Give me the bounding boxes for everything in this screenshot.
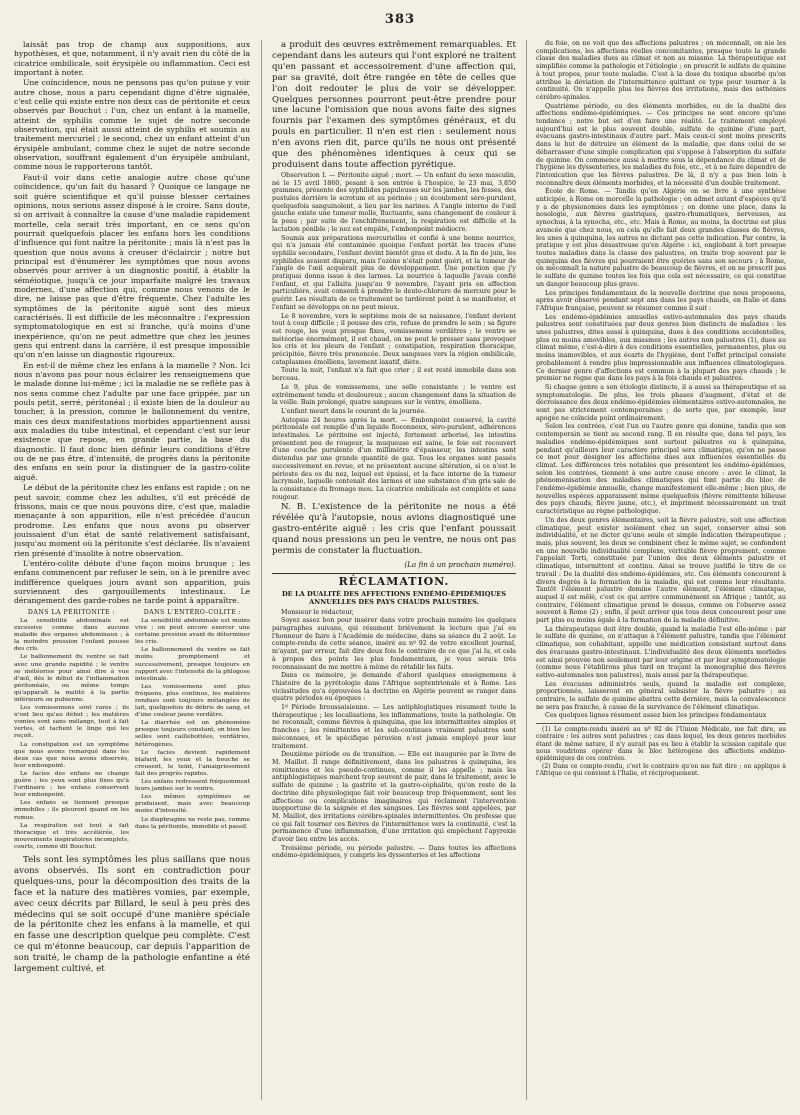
intro-block	[272, 40, 516, 171]
letter-paragraph: 1º Période broussaisienne. — Les antiphlogistiques résument toute la thérapeutique ; les localisations, les inflammations, toute la pathologie. On ne reconnaît, comme fièvres à quinquina, que les intermittentes simples et franches ; les rémittentes et les sub-continues vraiment palustres sont méconnues, et le spécifique péruvien n'est jamais employé pour leur traitement.	[272, 704, 516, 750]
comparison-item: Le ballonnement du ventre se fait avec une grande rapidité ; le ventre se météorise pour ainsi dire à vue d'œil, dès le début de l'inflammation péritonéale, ou même temps qu'apparaît la matité à la partie inférieure ou pubienne.	[14, 654, 129, 703]
paragraph: Quatrième période, ou des éléments morbides, ou de la dualité des affections endémo-épidémiques. — Ces principes ne sont encore qu'une tendance ; notre but est d'en faire une réalité. Le traitement employé aujourd'hui est le plus souvent double, sulfate de quinine d'une part, évacuans gastro-intestinaux d'autre part. Mais ceux-ci sont moins prescrits dans le but de détruire un élément de la maladie, que dans celui de se débarrasser d'une simple complication qui s'oppose à l'absorption du sulfate de quinine. On commence aussi à mettre sous la dépendance du climat et de l'hygiène les dyssenteries, les maladies du foie, etc., et à ne faire dépendre de l'intoxication que les fièvres palustres. De là, il n'y a pas bien loin à reconnaître deux éléments morbides, et la nécessité d'un double traitement.	[536, 102, 786, 187]
nb-block	[272, 502, 516, 557]
comparison-entero-colite	[135, 608, 250, 852]
column-divider	[526, 40, 527, 1100]
paragraph: Les endémo-épidémies annuelles estivo-automnales des pays chauds palustres sont constituées par deux genres bien distincts de maladies : les unes palustres, dites aussi à quinquina, dues à des conditions accidentelles, plus ou moins amovibles, aux miasmes ; les autres non palustres (1), dues au climat même, c'est-à-dire à des conditions essentielles, permanentes, plus ou moins inamovibles, et aux écarts de l'hygiène, dont l'effet principal consiste probablement à rendre plus impressionnable aux influences climatologiques. Ce dernier genre d'affections est commun à la plupart des pays chauds ; le premier ne règne que dans les pays à la fois chauds et palustres.	[536, 313, 786, 383]
comparison-heading-left: DANS LA PÉRITONITE :	[27, 608, 116, 616]
comparison-item: Les vomissemens sont rares ; ils n'ont lieu qu'au début ; les matières vomies sont sans mélange, tout à fait vertes, et tachent le linge qui les reçoit.	[14, 705, 129, 740]
paragraph: En est-il de même chez les enfans à la mamelle ? Non. Ici nous n'avons pas pour nous éclairer les renseignemens que le malade donne lui-même ; ici la maladie ne se reflète pas à nos sens comme chez l'adulte par une face grippée, par un pouls petit, serré, péritonéal ; il existe bien de la douleur au toucher, à la pression, comme le ballonnement du ventre, mais ces deux manifestations morbides appartiennent aussi aux maladies du tube intestinal, et cependant c'est sur leur existence que repose, en grande partie, la base du diagnostic. Il faut donc bien définir leurs conditions d'être ou de ne pas être, d'intensité, de progrès dans la péritonite des enfans en sein pour la distinguer de la gastro-colite aiguë.	[14, 360, 250, 482]
paragraph: L'entéro-colite débute d'une façon moins brusque ; les enfans commencent par refuser le sein, on à le prendre avec indifférence quelques jours avant son apparition, puis surviennent des gargouillements intestinaux. Le dérangement des garde-robes ne tarde point à apparaître.	[14, 558, 250, 606]
paragraph: Une coïncidence, nous ne pensons pas qu'on puisse y voir autre chose, nous a paru cependant digne d'être signalée, c'est celle qui existe entre nos deux cas de péritonite et ceux observés par Bouchut : l'un, chez un enfant à la mamelle, atteint de syphilis comme le sujet de notre seconde observation, qui était aussi atteint de syphilis et soumis au traitement mercuriel ; le second, chez un enfant atteint d'un érysipèle ambulant, comme chez le sujet de notre seconde observation, souffrant également d'un érysipèle ambulant, comme nous le rapporterons tantôt.	[14, 78, 250, 172]
comparison-item: La sensibilité abdominale est moins vive ; on peut encore exercer une certaine pression avant de déterminer les cris.	[135, 617, 250, 646]
comparison-item: Le facies des enfans ne change guère ; les yeux sont plus fixes qu'à l'ordinaire ; les enfans conservent leur embonpoint.	[14, 770, 129, 799]
section-subtitle: DE LA DUALITÉ DES AFFECTIONS ENDÉMO-ÉPIDÉMIQUES ANNUELLES DES PAYS CHAUDS PALUSTRES.	[281, 589, 507, 606]
paragraph: Un des deux genres élémentaires, soit la fièvre palustre, soit une affection climatique, peut exister isolément chez un sujet, conserver ainsi son individualité, et ne dicter qu'une seule et simple indication thérapeutique ; mais, plus souvent, les deux se combinent chez le même sujet, se confondent en une nouvelle individualité complexe, véritable fièvre proprement, comme l'appelait Torti, constituée par l'union des deux éléments palustre et climatique, intermittent et continu. Ainsi se trouve justifié le titre de ce travail : De la dualité des endémo-épidémies, etc. Ces éléments concourent à divers degrés à la formation de la maladie, qui est comme leur résultante. Tantôt l'élément palustre domine l'autre élément, l'élément climatique, auquel il est mêlé, c'est ce qui arrive communément en Afrique ; tantôt, au contraire, l'élément climatique prend le dessus, comme on l'observe assez souvent à Rome (2) ; enfin, il peut arriver que tous deux concourent pour une part plus ou moins égale à la formation de la maladie définitive.	[536, 516, 786, 625]
paragraph: laissât pas trop de champ aux suppositions, aux hypothèses, et que, notamment, il n'y avait rien du côté de la cicatrice ombilicale, soit érysipèle ou inflammation. Ceci est important à noter.	[14, 40, 250, 78]
letter-paragraph: Soyez assez bon pour insérer dans votre prochain numéro les quelques paragraphes suivans, qui résument brièvement la lecture que j'ai eu l'honneur de faire à l'Académie de médecine, dans sa séance du 2 août. Le compte-rendu de cette séance, inséré au nº 92 de votre excellent journal, m'ayant, par erreur, fait dire deux fois le contraire de ce que j'ai lu, et cela à propos des points les plus fondamentaux, je vous serais très reconnaissant de me mettre à même de rétablir les faits.	[272, 617, 516, 671]
comparison-item: Le facies devient rapidement blafard, les yeux et la bouche se creusent, le teint, l'amaigrissement fait des progrès rapides.	[135, 749, 250, 777]
paragraph: Le début de la péritonite chez les enfans est rapide ; on ne peut savoir, comme chez les adultes, s'il est précédé de frissons, mais ce que nous pouvons dire, c'est que, maladie menaçante à son apparition, elle n'est précédée d'aucun prodrome. Les enfans que nous avons pu observer jouissaient d'un état de santé relativement satisfaisant, jusqu'au moment où la péritonite s'est déclarée. Ils n'avaient rien présenté d'insolite à notre observation.	[14, 483, 250, 558]
column-middle	[272, 40, 516, 1106]
footnote: (1) Le compte-rendu inséré au nº 92 de l'Union Médicale, me fait dire, au contraire : les autres sont palustres ; cas dans lequel, les deux genres morbides étant de même nature, il n'y aurait pas eu lieu à établir la scission capitale que nous voudrions opérer dans le bloc hétérogène des affections endémo-épidémiques de ces contrées.	[536, 726, 786, 762]
continuation-note: (La fin à un prochain numéro).	[404, 559, 516, 569]
column-right	[536, 40, 786, 1106]
comparison-item: Les enfans redressent fréquemment leurs jambes sur le ventre.	[135, 779, 250, 793]
letter-paragraph: Deuxième période ou de transition. — Elle est inaugurée par le livre de M. Maillot. Il range définitivement, dans les palustres à quinquina, les rémittentes et les pseudo-continues, comme il les appelle ; mais les antiphlogistiques marchent trop souvent de pair, dans le traitement, avec le sulfate de quinine ; la gastrite et la gastro-céphalite, qu'on reste de la doctrine dite physiologique fait voir beaucoup trop fréquemment, sont les affections ou complications imaginaires qui réclament l'intervention inopportune de la saignée et des sangsues. Les fièvres sont appelées, par M. Maillot, des irritations cérébro-spinales intermittentes. On professe que ce qui fait tourner ces fièvres de l'intermittence vers la continuité, c'est la permanence d'une inflammation, d'une irritation qui empêchent l'apyrexie d'avoir lieu entre les accès.	[272, 751, 516, 844]
paragraph: Tels sont les symptômes les plus saillans que nous avons observés. Ils sont en contradiction pour quelques-uns, pour la décomposition des traits de la face et la nature des matières vomies, par exemple, avec ceux décrits par Billard, le seul à peu près des médecins qui se soit occupé d'une manière spéciale de la péritonite chez les enfans à la mamelle, et qui en fasse une description quelque peu complète. C'est ce qui m'étonne beaucoup, car depuis l'apparition de son traité, le champ de la pathologie enfantine a été largement cultivé, et	[14, 854, 250, 975]
observation-paragraph: Soumis aux préparations mercurielles et confié à une bonne nourrice, qui n'a jamais été contaminée quoique l'enfant portât les traces d'une syphilis secondaire, l'enfant devint bientôt gras et dodu. A la fin de juin, les syphilides avaient disparu, mais l'ozène n'était point guéri, et la tumeur de l'angle de l'œil acquérait plus de développement. Une ponction que j'y pratiquai donna issue à des larmes. La nourrice à laquelle j'avais confié l'enfant, et qui l'allaita jusqu'au 9 novembre, l'ayant pris en affection particulière, avait consenti à prendre le deuto-chlorure de mercure pour le guérir. Les résultats de ce traitement ne tardèrent point à se manifester, et l'enfant se développa on ne peut mieux.	[272, 234, 516, 311]
comparison-peritonite	[14, 608, 129, 852]
closing-paragraph	[14, 855, 250, 975]
comparison-item: Les mêmes symptômes se produisent, mais avec beaucoup moins d'intensité.	[135, 794, 250, 815]
comparison-item: Le ballonnement du ventre se fait moins promptement et successivement, presque toujours en rapport avec l'intensité de la phlogose intestinale.	[135, 647, 250, 682]
page-number: 383	[384, 12, 416, 27]
observation-paragraph: Autopsie 24 heures après la mort. — Embonpoint conservé, la cavité péritonéale est remplie d'un liquide floconneux, séro-purulent, adhérences intestinales. Le péritoine est injecté, fortement arborisé, les intestins présentent peu de rougeur, la muqueuse est saine, le foie est recouvert d'une couche purulente d'un millimètre d'épaisseur, les intestins sont distendus par une grande quantité de gaz. Tous les organes sont passés successivement en revue, et ne présentent aucune altération, si ce n'est le périoste des os du nez, lequel est épaissi, et la face interne de la tumeur lacrymale, laquelle contenait des larmes et une substance d'un gris sale de la consistance du fromage mou. La cicatrice ombilicale est complète et sans rougeur.	[272, 416, 516, 501]
paragraph: Si chaque genre a son étiologie distincte, il a aussi sa thérapeutique et sa symptomatologie. De plus, les trois phases d'augment, d'état et de décroissance des deux endémo-épidémies élémentaires estivo-automnales, ne sont pas strictement contemporaines ; de sorte que, par exemple, leur apogée ne coïncide point ordinairement.	[536, 383, 786, 422]
column-divider	[261, 40, 262, 1100]
paragraph: N. B. L'existence de la péritonite ne nous a été révélée qu'à l'autopsie, nous avions diagnostiqué une gastro-entérite aiguë : les cris que l'enfant poussait quand nous pressions un peu le ventre, ne nous ont pas permis de constater la fluctuation.	[272, 502, 516, 557]
comparison-item: La respiration est tout à fait thoracique et très accélérée, les mouvements inspiratoires incomplets, courts, comme dit Bouchut.	[14, 822, 129, 850]
observation-paragraph: L'enfant meurt dans le courant de la journée.	[281, 407, 427, 415]
comparison-item: Le diaphragme ne reste pas, comme dans la péritonite, immobile et passif.	[135, 816, 250, 830]
paragraph: Selon les contrées, c'est l'un ou l'autre genre qui domine, tandis que son contemporain se tient au second rang. Il en résulte que, dans tel pays, les maladies endémo-épidémiques sont surtout palustres ou à quinquina, pendant qu'ailleurs leur caractère principal sera climatique, qu'on ne passe ce mot pour désigner les affections dues aux influences essentielles du climat. Les différences très notables que présentent les endémo-épidémies, selon les contrées, tiennent à une autre cause encore : avec le climat, la phénoménisation des maladies climatiques qui font partie du bloc de l'endémo-épidémie annuelle, change manifestement elle-même ; bien plus, de nouvelles espèces apparaissent même quelquefois (fièvre rémittente bilieuse des pays chauds, fièvre jaune, etc.), et impriment nécessairement un trait caractéristique au règne pathologique.	[536, 423, 786, 516]
paragraph: Faut-il voir dans cette analogie autre chose qu'une coïncidence, qu'un fait du hasard ? Quoique ce langage ne soit guère scientifique et qu'il puisse blesser certaines opinions, nous serions assez disposé à le croire. Sans doute, si on arrivait à connaître la cause d'une maladie rapidement mortelle, cela serait très important, en ce sens qu'on pourrait quelquefois placer les enfans hors les conditions d'influence qui font naître la péritonite ; mais là n'est pas la question que nous avons à creuser d'éclaircir ; notre but principal est d'énumérer les symptômes que nous avons observés pour arriver à un diagnostic positif, à établir la séméiotique, jusqu'à ce jour imparfaite malgré les travaux modernes, d'une affection qui, comme nous venons de le dire, ne laisse pas que d'être fréquente. Chez l'adulte les symptômes de la péritonite aiguë sont des mieux caractérisés. Il est difficile de les méconnaître : l'expression symptomatologique en est si franche, qu'à moins d'une inexpérience, qu'on ne peut admettre que chez les jeunes gens qui entrent dans la carrière, il est presque impossible qu'on n'en laisse un diagnostic rigoureux.	[14, 172, 250, 360]
column-left	[14, 40, 250, 1106]
comparison-item: La diarrhée est un phénomène presque toujours constant, on bien les selles sont caillebottées, verdâtres, hétérogènes.	[135, 720, 250, 748]
paragraph: École de Rome. — Tandis qu'en Algérie on se livre à une synthèse anticipée, à Rome on morcelle la pathologie ; on admet autant d'espèces qu'il y a de physionomies dans les symptômes ; on donne une place, dans la nosologie, aux fièvres gastriques, gastro-rhumatiques, nerveuses, au synochus, à la synocha, etc., etc. Mais à Rome, au moins, la doctrine est plus avancée que chez nous, en cela qu'elle fait deux grandes classes de fièvres, les unes à quinquina, les autres ne dictant pas cette indication. Par contre, la pratique y est plus désastreuse qu'en Algérie : ici, englobant à tort presque toutes maladies dans la classe des palustres, on traite trop souvent par le quinquina des fièvres qui pourraient être guéries sans son secours ; à Rome, on méconnaît la nature palustre de beaucoup de fièvres, et on ne prescrit pas le sulfate de quinine toutes les fois que cela est nécessaire, ce qui constitue un danger beaucoup plus grave.	[536, 188, 786, 288]
symptom-comparison	[14, 608, 250, 852]
salutation: Monsieur le rédacteur,	[281, 608, 354, 616]
comparison-heading-right: DANS L'ENTÉRO-COLITE :	[143, 608, 242, 616]
comparison-item: Les enfans se tiennent presque immobiles ; ils pleurent quand on les remue.	[14, 800, 129, 821]
section-title: RÉCLAMATION.	[338, 575, 450, 589]
comparison-item: Les vomissemens sont plus fréquens, plus continus, les matières rendues sont toujours mélangées de lait, quelquefois de débris de sang, et d'une couleur jaune verdâtre.	[135, 683, 250, 719]
observation-paragraph: Le 9, plus de vomissemens, une selle consistante ; le ventre est extrêmement tendu et douloureux ; aucun changement dans la situation de la veille. Bain prolongé, quatre sangsues sur le ventre, émolliens.	[272, 383, 516, 407]
footnotes	[536, 723, 786, 777]
letter-paragraph: Troisième période, ou période palustre. — Dans toutes les affections endémo-épidémiques, y compris les dyssenteries et les affections	[272, 844, 516, 860]
observation-paragraph: Observation I. — Péritonite aiguë ; mort. — Un enfant du sexe masculin, né le 15 avril 1860, pesant à son entrée à l'hospice, le 23 mai, 3,850 grammes, présente des syphilides papuleuses sur les jambes, les fesses, des pustules derrière le scrotum et au périnée ; un écoulement séro-purulent, quelquefois sanguinolent, a lieu par les narines. A l'angle interne de l'œil gauche existe une tumeur molle, fluctuante, sans changement de couleur à la peau ; par suite de l'enchifrènement, la respiration est difficile et la lactation pénible ; le nez est empâté, l'embonpoint médiocre.	[272, 171, 516, 233]
footnote: (2) Dans ce compte-rendu, c'est le contraire qu'on me fait dire ; on applique à l'Afrique ce qui convient à l'Italie, et réciproquement.	[536, 763, 786, 778]
comparison-item: La constipation est un symptôme que nous avons remarqué dans les deux cas que nous avons observés, leur embonpoint.	[14, 741, 129, 769]
paragraph: La thérapeutique doit être double, quand la maladie l'est elle-même : par le sulfate de quinine, on n'attaque à l'élément palustre, tandis que l'élément climatique, son cohabitant, appelle une médication consistant surtout dans des évacuans gastro-intestinaux. L'individualité des deux éléments morbides est ainsi prouvée non seulement par leur origine et par leur symptomatologie (comme nous l'établirons plus tard en traçant la monographie des fièvres estivo-automnales non palustres), mais aussi par la thérapeutique.	[536, 625, 786, 679]
paragraph: a produit des œuvres extrêmement remarquables. Et cependant dans les auteurs qui l'ont exploré ne traitent qu'en passant et accessoirement d'une affection qui, par sa gravité, doit être rangée en tête de celles que l'on doit redouter le plus de voir se développer. Quelques personnes pourront peut-être prendre pour une lacune l'omission que nous avons faite des signes fournis par l'examen des symptômes généraux, et du pouls en particulier. Il n'en est rien : seulement nous n'en avons rien dit, parce qu'ils ne nous ont présenté que des phénomènes identiques à ceux qui se produisent dans toute affection pyrétique.	[272, 40, 516, 170]
letter-paragraph: Dans ce mémoire, je demande d'abord quelques enseignemens à l'histoire de la pyrétologie dans l'Afrique septentrionale et à Rome. Les vicissitudes qu'a éprouvées la doctrine en Algérie peuvent se ranger dans quatre périodes ou époques :	[272, 672, 516, 703]
paragraph: Les évacuans administrés seuls, quand la maladie est complexe, proportionnés, laisseront en général subsister la fièvre palustre ; au contraire, le sulfate de quinine abattra cette dernière, mais la convalescence ne sera pas franche, à cause de la survivance de l'élément climatique.	[536, 680, 786, 711]
observation-paragraph: Toute la nuit, l'enfant n'a fait que crier ; il est resté immobile dans son berceau.	[272, 367, 516, 383]
paragraph: Ces quelques lignes résument assez bien les principes fondamentaux	[545, 712, 767, 720]
paragraph: du foie, on ne voit que des affections palustres ; on méconnaît, on nie les complications, les affections réelles concomitantes, presque toute la grande classe des maladies dues au climat et non au miasme. La thérapeutique est simplifiée comme la pathologie et l'étiologie ; on prescrit le sulfate de quinine à tout propos, pour toute maladie. C'est à la dose du toxique absorbé qu'on attribue la déviation de l'intermittence quittant ce type pour tourner à la continuité. On n'appelle plus les fièvres des irritations, mais des asthénies cérébro-spinales.	[536, 40, 786, 101]
observation-paragraph: Le 8 novembre, vers le septième mois de sa naissance, l'enfant devient tout à coup difficile ; il pousse des cris, refuse de prendre le sein ; sa figure est rouge, les yeux presque fixes, vomissemens verdâtres ; le ventre se météorise énormément, il est chaud, on ne peut le presser sans provoquer les cris et les pleurs de l'enfant ; constipation, respiration thoracique, précipitée, fièvre très prononcée. Deux sangsues vers la région ombilicale, cataplasmes émolliens, lavement laxatif, diète.	[272, 312, 516, 366]
paragraph: Les principes fondamentaux de la nouvelle doctrine que nous proposons, après avoir observé pendant sept ans dans les pays chauds, en Italie et dans l'Afrique française, peuvent se résumer comme il suit :	[536, 289, 786, 312]
comparison-item: La sensibilité abdominale est excessive comme dans aucune maladie des organes abdominaux ; à la moindre pression l'enfant pousse des cris.	[14, 617, 129, 653]
